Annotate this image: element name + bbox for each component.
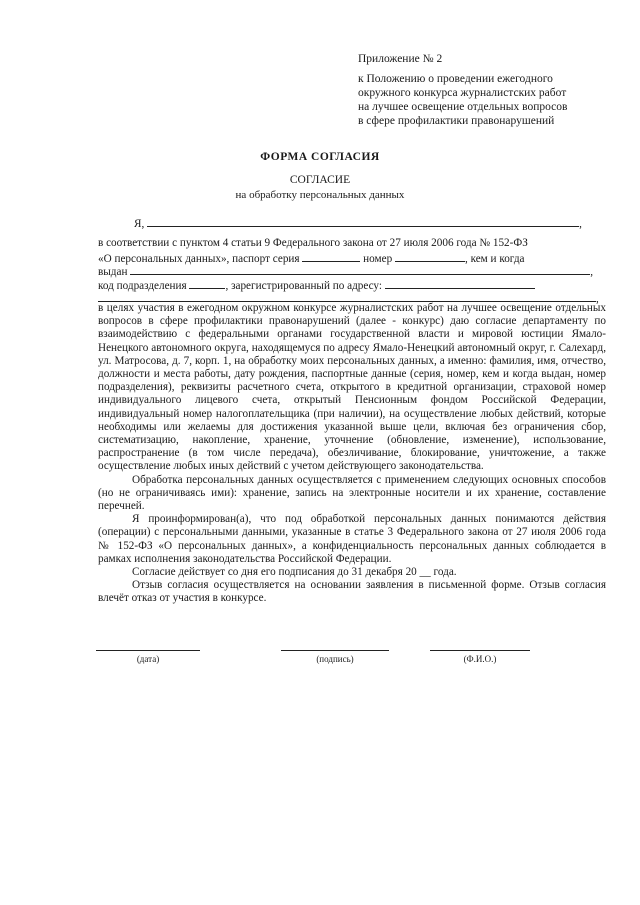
withdrawal-paragraph: Отзыв согласия осуществляется на основании заявления в письменной форме. Отзыв согласия влечёт отказ от участия в конкурсе. [98,579,606,605]
subdivision-blank[interactable] [189,278,225,289]
date-caption: (дата) [136,654,160,664]
name-caption: (Ф.И.О.) [463,654,497,664]
issued-label: выдан [98,266,128,278]
issued-row: выдан , [98,266,594,278]
name-signature-block [430,650,530,664]
law-reference-line: в соответствии с пунктом 4 статьи 9 Федерального закона от 27 июля 2006 года № 152-ФЗ [98,237,528,249]
address-continuation-blank[interactable] [98,291,596,302]
consent-subtitle: на обработку персональных данных [235,189,405,201]
consent-paragraph: в целях участия в ежегодном окружном конкурсе журналистских работ на лучшее освещение отдельных вопросов в сфере профилактики правонарушений (далее - конкурс) даю согласие департаменту по взаимодействию с федеральными органами государственной власти и мировой юстиции Ямало-Ненецкого автономного округа, находящемуся по адресу Ямало-Ненецкий автономный округ, г. Салехард, ул. Матросова, д. 7, корп. 1, на обработку моих персональных данных, а именно: фамилия, имя, отчество, должности и места работы, дату рождения, паспортные данные (серия, номер, кем и когда выдан, номер подразделения), реквизиты расчетного счета, открытого в кредитной организации, страховой номер индивидуального лицевого счета, открытый Пенсионным фондом Российской Федерации, индивидуальный номер налогоплательщика (при наличии), на осуществление любых действий, которые необходимы или желаемы для достижения указанной выше цели, включая без ограничения сбор, систематизацию, накопление, хранение, уточнение (обновление, изменение), использование, распространение (в том числе передача), обезличивание, блокирование, уничтожение, а также осуществление любых иных действий с учетом действующего законодательства. [98,302,606,473]
appendix-line: к Положению о проведении ежегодного [358,73,553,85]
informed-paragraph: Я проинформирован(а), что под обработкой персональных данных понимаются действия (операции) с персональными данными, указанные в статье 3 Федерального закона от 27 июля 2006 года № 152-ФЗ «О персональных данных», а конфиденциальность персональных данных соблюдается в рамках исполнения законодательства Российской Федерации. [98,513,606,565]
form-title: ФОРМА СОГЛАСИЯ [260,151,380,163]
passport-series-label: «О персональных данных», паспорт серия [98,253,300,265]
processing-methods-paragraph: Обработка персональных данных осуществляется с применением следующих основных способов (но не ограничиваясь ими): хранение, запись на электронные носители и их хранение, составление перечней. [98,473,606,513]
address-continuation-row: , [98,291,599,306]
validity-paragraph: Согласие действует со дня его подписания до 31 декабря 20 __ года. [132,566,457,579]
appendix-title: Приложение № 2 [358,53,443,65]
passport-number-blank[interactable] [395,251,465,262]
address-blank[interactable] [385,278,535,289]
signature-caption: (подпись) [316,654,354,664]
appendix-line: окружного конкурса журналистских работ [358,87,567,99]
passport-number-label: номер [363,253,393,265]
appendix-line: на лучшее освещение отдельных вопросов [358,101,568,113]
date-signature-block [96,650,200,664]
name-field-row: Я, , [134,218,582,230]
consent-title: СОГЛАСИЕ [289,174,351,186]
passport-series-blank[interactable] [302,251,360,262]
appendix-line: в сфере профилактики правонарушений [358,115,555,127]
registered-label: , зарегистрированный по адресу: [225,280,382,292]
i-label: Я, [134,218,145,230]
issued-blank[interactable] [130,264,590,275]
full-name-blank[interactable] [147,216,579,227]
consent-body [98,302,606,606]
issued-by-label: , кем и когда [464,253,525,265]
signature-block [281,650,389,664]
subdivision-label: код подразделения [98,280,187,292]
